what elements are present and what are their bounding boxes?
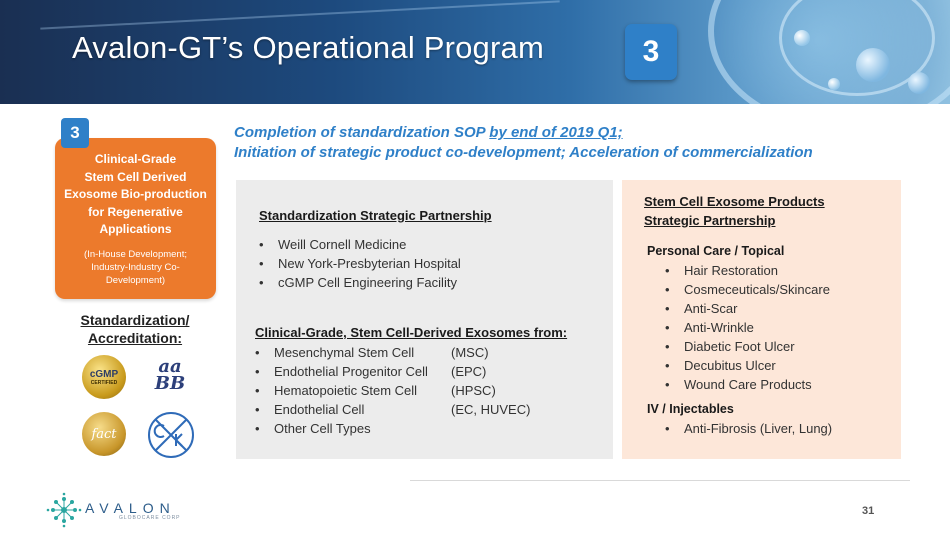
bubble-decoration [828,78,840,90]
list-item: • Weill Cornell Medicine [258,235,461,254]
exosome-sources-list [254,343,531,438]
partnership-list [258,235,461,292]
list-item [254,400,531,419]
list-item: • cGMP Cell Engineering Facility [258,273,461,292]
completion-line-1 [234,123,813,143]
completion-line-2: Initiation of strategic product co-development; Acceleration of commercialization [234,144,813,161]
logo-subtitle: GLOBOCARE CORP [119,515,181,521]
personal-care-heading: Personal Care / Topical [647,244,785,258]
program-number-badge: 3 [61,118,89,148]
program-heading: Clinical-Grade Stem Cell Derived Exosome Bio-production for Regenerative Applications [64,152,207,236]
cell-type: Hematopoietic Stem Cell [274,383,418,398]
list-item: • Wound Care Products [664,375,830,394]
logo-wordmark: AVALON [85,500,176,516]
fact-logo [82,412,126,456]
cgmp-sub: CERTIFIED [90,379,118,386]
bubble-decoration [908,72,930,94]
products-title-line-2: Strategic Partnership [644,213,776,228]
ckx-logo [148,412,194,458]
bubble-decoration [856,48,890,82]
cell-abbr: (HPSC) [451,383,496,398]
list-item [254,362,487,381]
cell-type: Mesenchymal Stem Cell [274,345,415,360]
list-item: • Anti-Fibrosis (Liver, Lung) [664,419,832,438]
cell-abbr: (EC, HUVEC) [451,402,531,417]
title-number-badge: 3 [625,24,677,80]
injectables-list [664,419,832,438]
personal-care-list [664,261,830,394]
partnership-title: Standardization Strategic Partnership [259,208,492,223]
completion-prefix: Completion of standardization SOP [234,124,490,141]
fact-label: fact [91,426,117,442]
bubble-decoration [794,30,810,46]
list-item [254,381,496,400]
list-item: • Cosmeceuticals/Skincare [664,280,830,299]
list-item [254,343,489,362]
cgmp-label: cGMP [89,368,119,380]
aabb-logo [148,358,192,398]
footer-divider [410,480,910,481]
exosomes-title: Clinical-Grade, Stem Cell-Derived Exosomes from: [255,325,568,340]
page-title: Avalon-GT’s Operational Program [72,30,544,65]
list-item: • Anti-Scar [664,299,830,318]
list-item: • Decubitus Ulcer [664,356,830,375]
cgmp-certified-logo [82,355,126,399]
injectables-heading: IV / Injectables [647,402,734,416]
cell-type: Endothelial Cell [274,402,365,417]
cell-type: Other Cell Types [274,421,371,436]
program-subtext: (In-House Development; Industry-Industry Co- Development) [84,249,187,286]
cell-abbr: (MSC) [451,345,489,360]
completion-deadline: by end of 2019 Q1; [489,124,623,141]
aabb-label: aa BB [154,356,186,394]
program-box [55,138,216,299]
list-item: • Hair Restoration [664,261,830,280]
banner-streak [40,0,559,29]
products-title-line-1: Stem Cell Exosome Products [644,194,825,209]
cell-abbr: (EPC) [451,364,487,379]
accreditation-title: Standardization/ Accreditation: [80,312,190,346]
page-number: 31 [862,505,875,517]
ckx-icon [150,414,192,456]
completion-statement [234,123,813,163]
list-item: • Diabetic Foot Ulcer [664,337,830,356]
list-item [254,419,428,438]
cell-type: Endothelial Progenitor Cell [274,364,428,379]
list-item: • Anti-Wrinkle [664,318,830,337]
list-item: • New York-Presbyterian Hospital [258,254,461,273]
